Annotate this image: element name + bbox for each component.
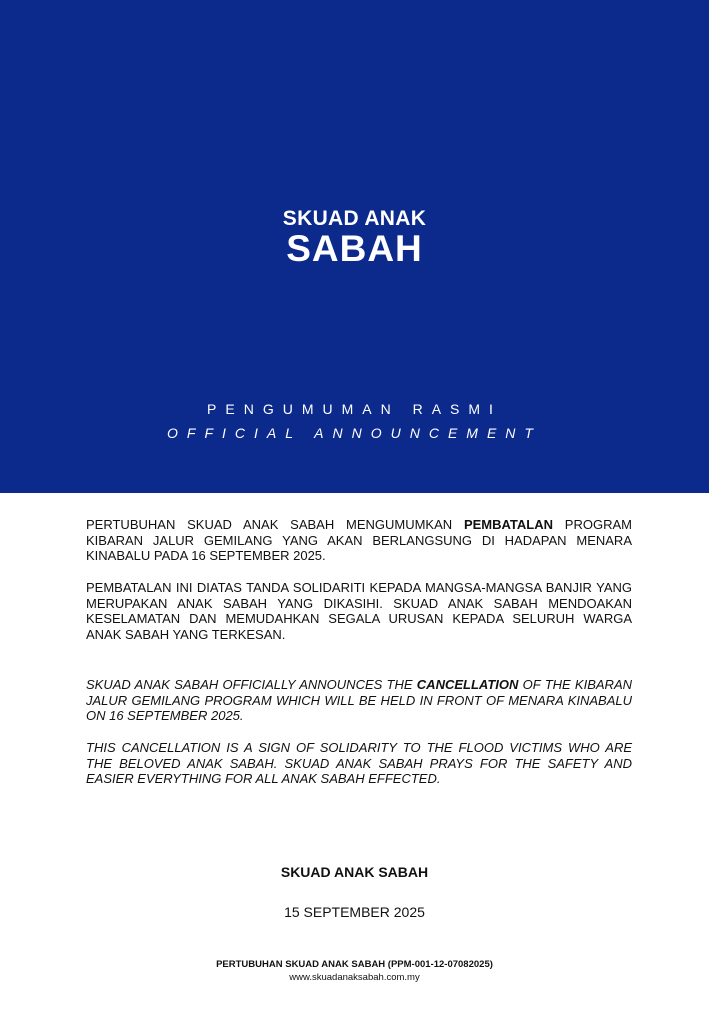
announcement-title-ms: PENGUMUMAN RASMI	[207, 401, 502, 417]
paragraph-en-1-emphasis: CANCELLATION	[416, 677, 519, 692]
logo-line-1: SKUAD ANAK	[282, 207, 427, 230]
paragraph-ms-1-end: PROGRAM KIBARAN JALUR GEMILANG YANG AKAN BERLANGSUNG DI HADAPAN MENARA KINABALU PADA 16 SEPTEMBER 2025.	[86, 517, 632, 563]
logo	[0, 207, 709, 267]
paragraph-en-1-end: OF THE KIBARAN JALUR GEMILANG PROGRAM WHICH WILL BE HELD IN FRONT OF MENARA KINABALU ON 16 SEPTEMBER 2025.	[86, 677, 633, 723]
paragraph-ms-1-emphasis: PEMBATALAN	[463, 517, 554, 532]
paragraph-en-2: THIS CANCELLATION IS A SIGN OF SOLIDARITY TO THE FLOOD VICTIMS WHO ARE THE BELOVED ANAK SABAH. SKUAD ANAK SABAH PRAYS FOR THE SAFETY AND EASIER EVERYTHING FOR ALL ANAK SABAH EFFECTED.	[86, 740, 632, 786]
announcement-title-en: OFFICIAL ANNOUNCEMENT	[167, 425, 542, 441]
signature-name: SKUAD ANAK SABAH	[280, 864, 429, 880]
signature-date: 15 SEPTEMBER 2025	[284, 904, 425, 920]
logo-line-2: SABAH	[286, 228, 423, 269]
header-banner	[0, 0, 709, 493]
paragraph-en-1-start: SKUAD ANAK SABAH OFFICIALLY ANNOUNCES THE	[86, 677, 417, 692]
paragraph-ms-2: PEMBATALAN INI DIATAS TANDA SOLIDARITI KEPADA MANGSA-MANGSA BANJIR YANG MERUPAKAN ANAK SABAH YANG DIKASIHI. SKUAD ANAK SABAH MENDOAKAN KESELAMATAN DAN MEMUDAHKAN SEGALA URUSAN KEPADA SELURUH WARGA ANAK SABAH YANG TERKESAN.	[86, 580, 632, 642]
footer-website: www.skuadanaksabah.com.my	[289, 972, 420, 983]
paragraph-ms-1-start: PERTUBUHAN SKUAD ANAK SABAH MENGUMUMKAN	[86, 517, 464, 532]
footer-organization: PERTUBUHAN SKUAD ANAK SABAH (PPM-001-12-07082025)	[216, 959, 493, 970]
paragraph-ms-1	[86, 517, 632, 564]
paragraph-en-1	[86, 677, 632, 724]
